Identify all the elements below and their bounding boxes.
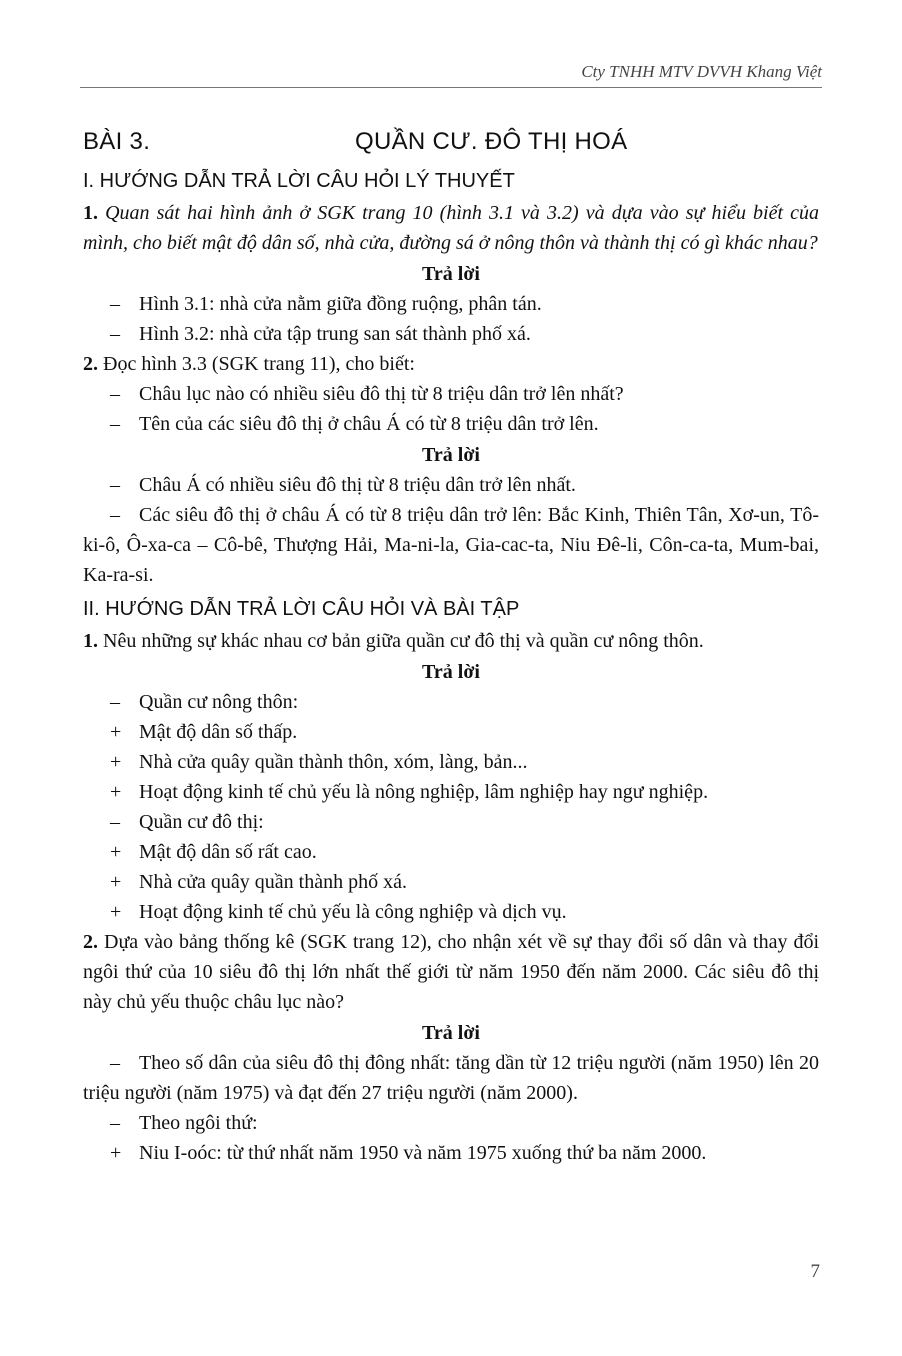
s1-q2-answer-1: – Châu Á có nhiều siêu đô thị từ 8 triệu dân trở lên nhất. xyxy=(110,474,576,496)
s2-q1-text: Nêu những sự khác nhau cơ bản giữa quần cư đô thị và quần cư nông thôn. xyxy=(103,630,704,652)
s2-q1-number: 1. xyxy=(83,630,98,652)
s2-q2-answer-1: – Theo số dân của siêu đô thị đông nhất: tăng dần từ 12 triệu người (năm 1950) lên 20 triệu người (năm 1975) và đạt đến 27 triệu người (năm 2000). xyxy=(83,1052,819,1104)
s1-q2-sub-item: – Châu lục nào có nhiều siêu đô thị từ 8 triệu dân trở lên nhất? xyxy=(110,383,624,405)
s1-q1-text: Quan sát hai hình ảnh ở SGK trang 10 (hình 3.1 và 3.2) và dựa vào sự hiểu biết của mình, cho biết mật độ dân số, nhà cửa, đường sá ở nông thôn và thành thị có gì khác nhau? xyxy=(83,202,820,254)
s2-q1-list-item: + Hoạt động kinh tế chủ yếu là công nghiệp và dịch vụ. xyxy=(110,901,567,923)
s1-q2-sub-item: – Tên của các siêu đô thị ở châu Á có từ 8 triệu dân trở lên. xyxy=(110,413,599,435)
s1-q1-answer-item: – Hình 3.2: nhà cửa tập trung san sát thành phố xá. xyxy=(110,323,531,345)
s1-q2-answer-2: – Các siêu đô thị ở châu Á có từ 8 triệu dân trở lên: Bắc Kinh, Thiên Tân, Xơ-un, Tô-ki-ô, Ô-xa-ca – Cô-bê, Thượng Hải, Ma-ni-la, Gia-cac-ta, Niu Đê-li, Côn-ca-ta, Mum-bai, Ka-ra-si. xyxy=(83,504,819,586)
s2-q1-list-item: + Mật độ dân số thấp. xyxy=(110,721,298,743)
s1-q1-number: 1. xyxy=(83,202,98,224)
s2-q1-list-item: + Mật độ dân số rất cao. xyxy=(110,841,317,863)
page-content xyxy=(83,122,819,1168)
section-1-heading: I. HƯỚNG DẪN TRẢ LỜI CÂU HỎI LÝ THUYẾT xyxy=(83,170,515,192)
s1-q2-answer-label: Trả lời xyxy=(422,444,480,466)
s1-question-1 xyxy=(83,198,819,258)
s1-q2-number: 2. xyxy=(83,353,98,375)
s2-question-2 xyxy=(83,927,819,1017)
s2-q2-answer-2: – Theo ngôi thứ: xyxy=(110,1112,258,1134)
s2-q1-list-item: – Quần cư đô thị: xyxy=(110,811,264,833)
s2-q2-number: 2. xyxy=(83,931,98,953)
s2-q2-text: Dựa vào bảng thống kê (SGK trang 12), cho nhận xét về sự thay đổi số dân và thay đổi ngôi thứ của 10 siêu đô thị lớn nhất thế giới từ năm 1950 đến năm 2000. Các siêu đô thị này chủ yếu thuộc châu lục nào? xyxy=(83,931,820,1013)
s1-q1-answer-label: Trả lời xyxy=(422,263,480,285)
section-2-heading: II. HƯỚNG DẪN TRẢ LỜI CÂU HỎI VÀ BÀI TẬP xyxy=(83,598,520,620)
s1-q1-answer-item: – Hình 3.1: nhà cửa nằm giữa đồng ruộng, phân tán. xyxy=(110,293,542,315)
lesson-number: BÀI 3. xyxy=(83,128,151,155)
lesson-title-row xyxy=(83,122,819,162)
s2-q2-answer-3: + Niu I-oóc: từ thứ nhất năm 1950 và năm 1975 xuống thứ ba năm 2000. xyxy=(110,1142,707,1164)
s1-question-2 xyxy=(83,349,819,379)
s2-q1-list-item: – Quần cư nông thôn: xyxy=(110,691,299,713)
s2-question-1 xyxy=(83,626,819,656)
page-number: 7 xyxy=(810,1261,820,1282)
lesson-title: QUẦN CƯ. ĐÔ THỊ HOÁ xyxy=(355,128,628,155)
header-divider xyxy=(80,87,822,88)
publisher-header: Cty TNHH MTV DVVH Khang Việt xyxy=(581,62,822,81)
s2-q1-list-item: + Nhà cửa quây quần thành phố xá. xyxy=(110,871,407,893)
s2-q2-answer-label: Trả lời xyxy=(422,1022,480,1044)
s2-q1-list-item: + Nhà cửa quây quần thành thôn, xóm, làng, bản... xyxy=(110,751,528,773)
s2-q1-list-item: + Hoạt động kinh tế chủ yếu là nông nghiệp, lâm nghiệp hay ngư nghiệp. xyxy=(110,781,709,803)
s2-q1-answer-label: Trả lời xyxy=(422,661,480,683)
s1-q2-text: Đọc hình 3.3 (SGK trang 11), cho biết: xyxy=(103,353,415,375)
